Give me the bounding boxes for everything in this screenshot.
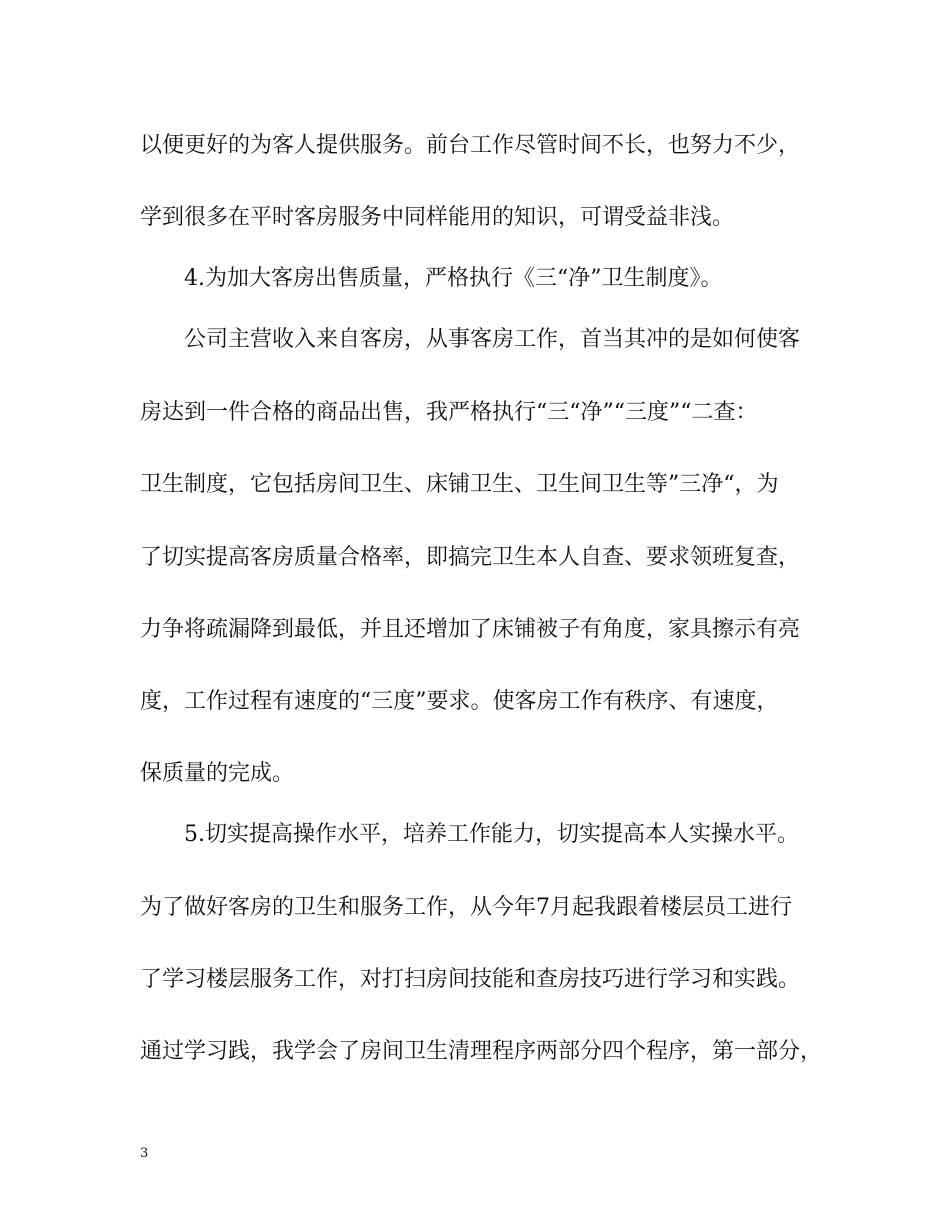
paragraph-line: 学到很多在平时客房服务中同样能用的知识，可谓受益非浅。 <box>140 205 735 230</box>
list-item-heading: 5.切实提高操作水平，培养工作能力，切实提高本人实操水平。 <box>184 822 799 847</box>
paragraph-line: 了切实提高客房质量合格率，即搞完卫生本人自查、要求领班复查， <box>140 545 801 570</box>
paragraph-line: 为了做好客房的卫生和服务工作，从今年7月起我跟着楼层员工进行 <box>140 895 792 920</box>
paragraph-line: 通过学习践，我学会了房间卫生清理程序两部分四个程序，第一部分， <box>140 1039 823 1064</box>
paragraph-line: 以便更好的为客人提供服务。前台工作尽管时间不长，也努力不少， <box>140 133 801 158</box>
paragraph-line: 房达到一件合格的商品出售，我严格执行“三“净”“三度”“二查： <box>140 400 758 425</box>
paragraph-line: 卫生制度，它包括房间卫生、床铺卫生、卫生间卫生等”三净“，为 <box>140 472 779 497</box>
paragraph-line: 了学习楼层服务工作，对打扫房间技能和查房技巧进行学习和实践。 <box>140 967 801 992</box>
page-number: 3 <box>140 1146 149 1161</box>
paragraph-line: 度，工作过程有速度的“三度”要求。使客房工作有秩序、有速度， <box>140 689 779 714</box>
paragraph-line: 保质量的完成。 <box>140 761 295 786</box>
paragraph-line: 力争将疏漏降到最低，并且还增加了床铺被子有角度，家具擦示有亮 <box>140 617 801 642</box>
paragraph-line: 公司主营收入来自客房，从事客房工作，首当其冲的是如何使客 <box>184 327 801 352</box>
list-item-heading: 4.为加大客房出售质量，严格执行《三“净”卫生制度》。 <box>184 266 723 291</box>
